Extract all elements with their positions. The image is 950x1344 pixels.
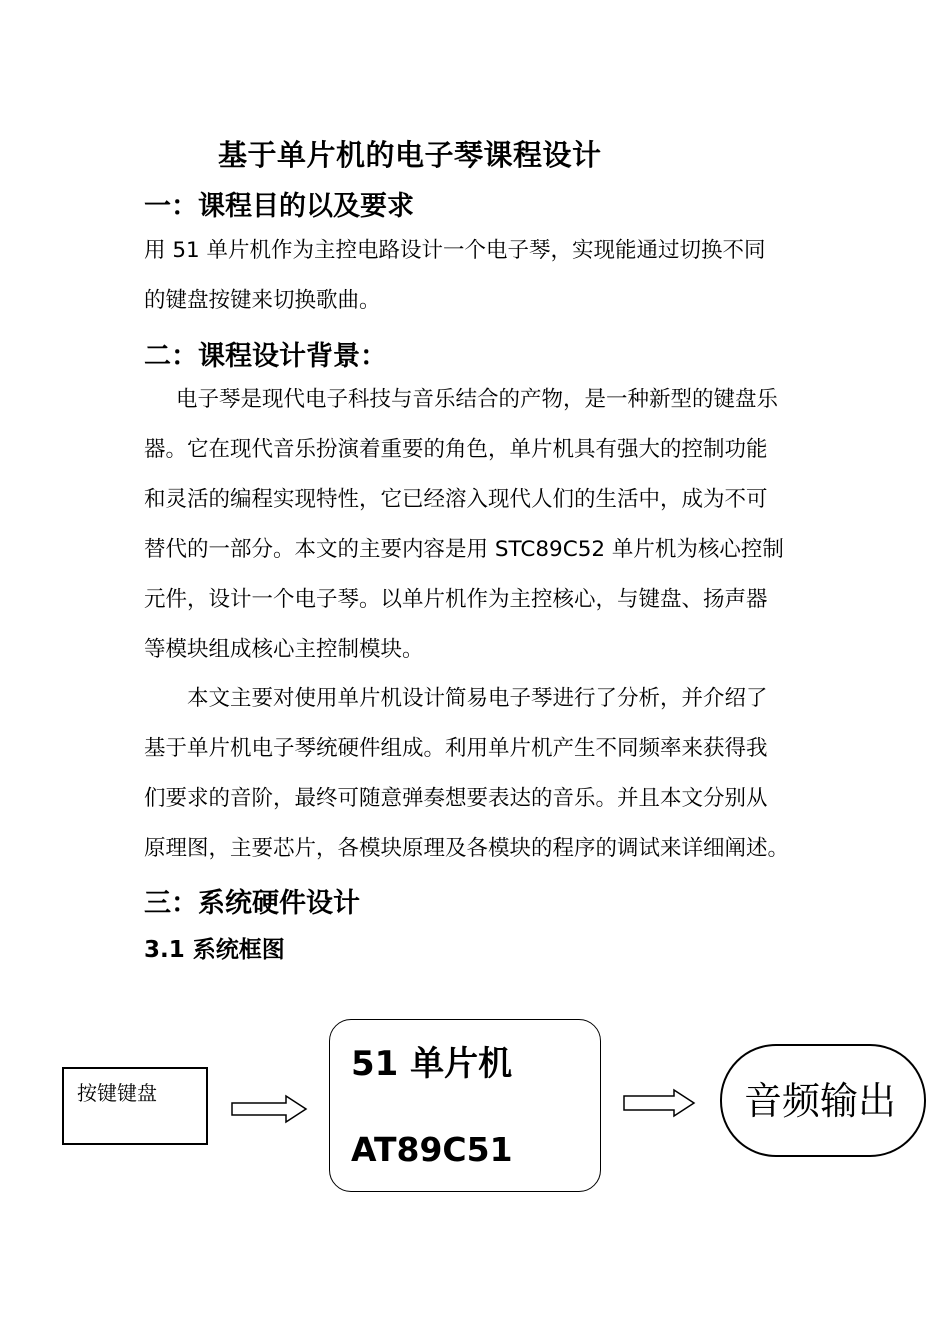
text-line: 元件，设计一个电子琴。以单片机作为主控核心，与键盘、扬声器 xyxy=(144,587,768,612)
mcu-block-label: 51 单片机 xyxy=(351,1044,513,1084)
text-line: 本文主要对使用单片机设计简易电子琴进行了分析，并介绍了 xyxy=(187,686,768,711)
section-heading-hardware: 三：系统硬件设计 xyxy=(144,888,360,919)
text-line: 原理图，主要芯片，各模块原理及各模块的程序的调试来详细阐述。 xyxy=(144,836,790,861)
text-line: 器。它在现代音乐扮演着重要的角色，单片机具有强大的控制功能 xyxy=(144,437,768,462)
paragraph-background-1 xyxy=(144,375,809,675)
section-heading-background: 二：课程设计背景： xyxy=(144,341,387,372)
keyboard-block xyxy=(62,1067,208,1145)
arrow-right-icon xyxy=(622,1088,698,1118)
text-line: 基于单片机电子琴统硬件组成。利用单片机产生不同频率来获得我 xyxy=(144,736,768,761)
paragraph-background-2 xyxy=(144,674,809,874)
arrow-right-icon xyxy=(230,1094,310,1124)
audio-output-label: 音频输出 xyxy=(744,1079,897,1123)
text-line: 和灵活的编程实现特性，它已经溶入现代人们的生活中，成为不可 xyxy=(144,487,768,512)
subsection-heading-block-diagram: 3.1 系统框图 xyxy=(144,937,285,963)
text-line: 用 51 单片机作为主控电路设计一个电子琴，实现能通过切换不同 xyxy=(144,238,766,263)
document-title: 基于单片机的电子琴课程设计 xyxy=(218,138,602,172)
text-line: 们要求的音阶，最终可随意弹奏想要表达的音乐。并且本文分别从 xyxy=(144,786,768,811)
keyboard-block-label: 按键键盘 xyxy=(77,1081,157,1105)
text-line: 等模块组成核心主控制模块。 xyxy=(144,637,424,662)
text-line: 的键盘按键来切换歌曲。 xyxy=(144,288,381,313)
text-line: 替代的一部分。本文的主要内容是用 STC89C52 单片机为核心控制 xyxy=(144,537,784,562)
text-line: 电子琴是现代电子科技与音乐结合的产物，是一种新型的键盘乐 xyxy=(176,387,779,412)
audio-output-block xyxy=(720,1044,926,1157)
paragraph-purpose xyxy=(144,226,809,326)
mcu-model-label: AT89C51 xyxy=(351,1130,513,1169)
mcu-block xyxy=(329,1019,601,1192)
section-heading-purpose: 一：课程目的以及要求 xyxy=(144,191,414,222)
